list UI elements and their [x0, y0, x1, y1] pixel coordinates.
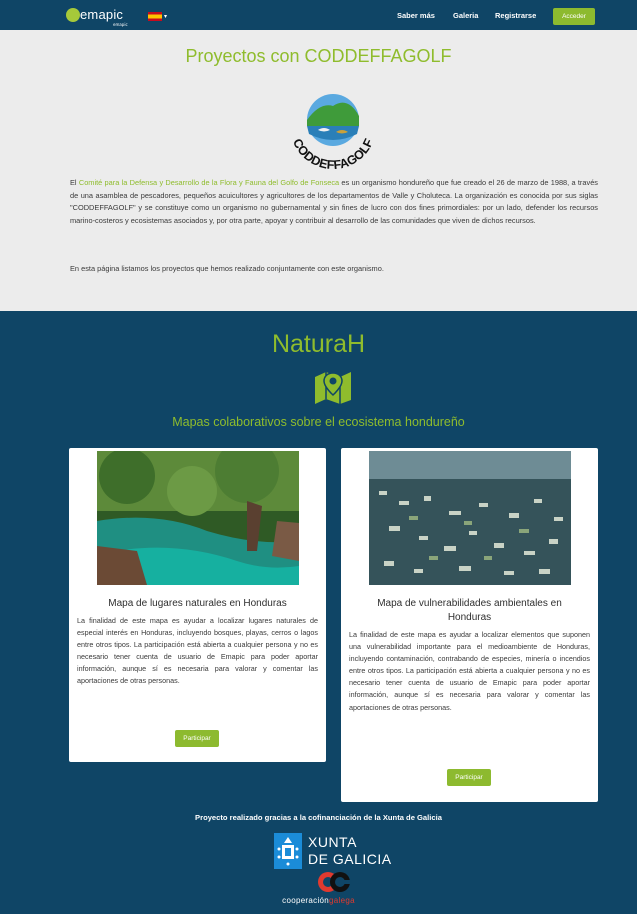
card-title: Mapa de lugares naturales en Honduras	[108, 598, 287, 609]
spain-flag-icon[interactable]	[148, 12, 162, 21]
naturah-subtitle: Mapas colaborativos sobre el ecosistema hondureño	[172, 415, 465, 429]
funding-text: Proyecto realizado gracias a la cofinanciación de la Xunta de Galicia	[195, 813, 442, 822]
page-title: Proyectos con CODDEFFAGOLF	[185, 46, 452, 66]
intro-section	[0, 30, 637, 311]
xunta-de-galicia-logo[interactable]	[274, 832, 394, 870]
coddeffagolf-emblem	[278, 86, 388, 176]
login-button[interactable]: Acceder	[553, 8, 595, 25]
cooperacion-galega-icon	[316, 871, 352, 893]
project-card-natural-places	[69, 448, 326, 762]
coddeffagolf-link[interactable]: Comité para la Defensa y Desarrollo de la Flora y Fauna del Golfo de Fonseca	[78, 178, 340, 187]
intro-paragraph	[70, 177, 598, 227]
logo-subtext: emapic	[113, 22, 128, 27]
nav-registrarse[interactable]: Registrarse	[495, 11, 537, 20]
emblem-text: CODDEFFAGOLF	[289, 136, 377, 173]
xunta-line2: DE GALICIA	[308, 851, 392, 867]
top-navbar	[0, 0, 637, 30]
intro-rest: es un organismo hondureño que fue creado el 26 de marzo de 1988, a través de una asamblea de pescadores, pequeños acuicultores y agricultores de los departamentos de Valle y Choluteca. La organización es conocida por sus siglas "CODDEFFAGOLF" y se constituye como un organismo no gubernamental y sin fines de lucro con dos fines primordiales: por un lado, defender los recursos marino-costeros y ecosistemas asociados y, por otra parte, apoyar y contribuir al desarrollo de las comunidades que viven de dichos recursos.	[70, 178, 599, 225]
logo-pin-icon	[66, 8, 80, 22]
logo-text: emapic	[80, 7, 124, 22]
coop-part2: galega	[329, 896, 355, 905]
cooperacion-galega-text	[0, 896, 637, 905]
card-description: La finalidad de este mapa es ayudar a localizar lugares naturales de especial interés en Honduras, incluyendo bosques, playas, cerros o lagos entre otros tipos. La participación está abierta a cualquier persona y no es necesario tener cuenta de usuario de Emapic para poder aportar información, aunque sí es necesaria para valorar y comentar las aportaciones de otras personas.	[77, 616, 318, 686]
intro-paragraph-2: En esta página listamos los proyectos que hemos realizado conjuntamente con este organismo.	[70, 264, 384, 273]
chevron-down-icon[interactable]: ▾	[164, 13, 168, 20]
plastic-pollution-image	[369, 451, 571, 585]
nav-galeria[interactable]: Galeria	[453, 11, 479, 20]
participate-button[interactable]: Participar	[175, 730, 219, 747]
river-forest-image	[97, 451, 299, 585]
naturah-title: NaturaH	[271, 330, 366, 358]
participate-button[interactable]: Participar	[447, 769, 491, 786]
card-title: Mapa de vulnerabilidades ambientales en Honduras	[377, 598, 562, 623]
card-description: La finalidad de este mapa es ayudar a localizar elementos que suponen una vulnerabilidad importante para el medioambiente de Honduras, incluyendo contaminación, contrabando de especies, minería o incendios entre otros tipos. La participación está abierta a cualquier persona y no es necesario tener cuenta de usuario de Emapic para poder aportar información, aunque sí es necesaria para valorar y comentar las aportaciones de otras personas.	[349, 630, 590, 712]
nav-saber-mas[interactable]: Saber más	[397, 11, 435, 20]
xunta-line1: XUNTA	[308, 834, 357, 850]
project-card-vulnerabilities	[341, 448, 598, 802]
intro-prefix: El	[70, 178, 79, 187]
emapic-logo[interactable]	[66, 5, 136, 27]
map-marker-icon	[313, 369, 353, 405]
galicia-shield-icon	[274, 833, 302, 869]
coop-part1: cooperación	[282, 896, 330, 905]
